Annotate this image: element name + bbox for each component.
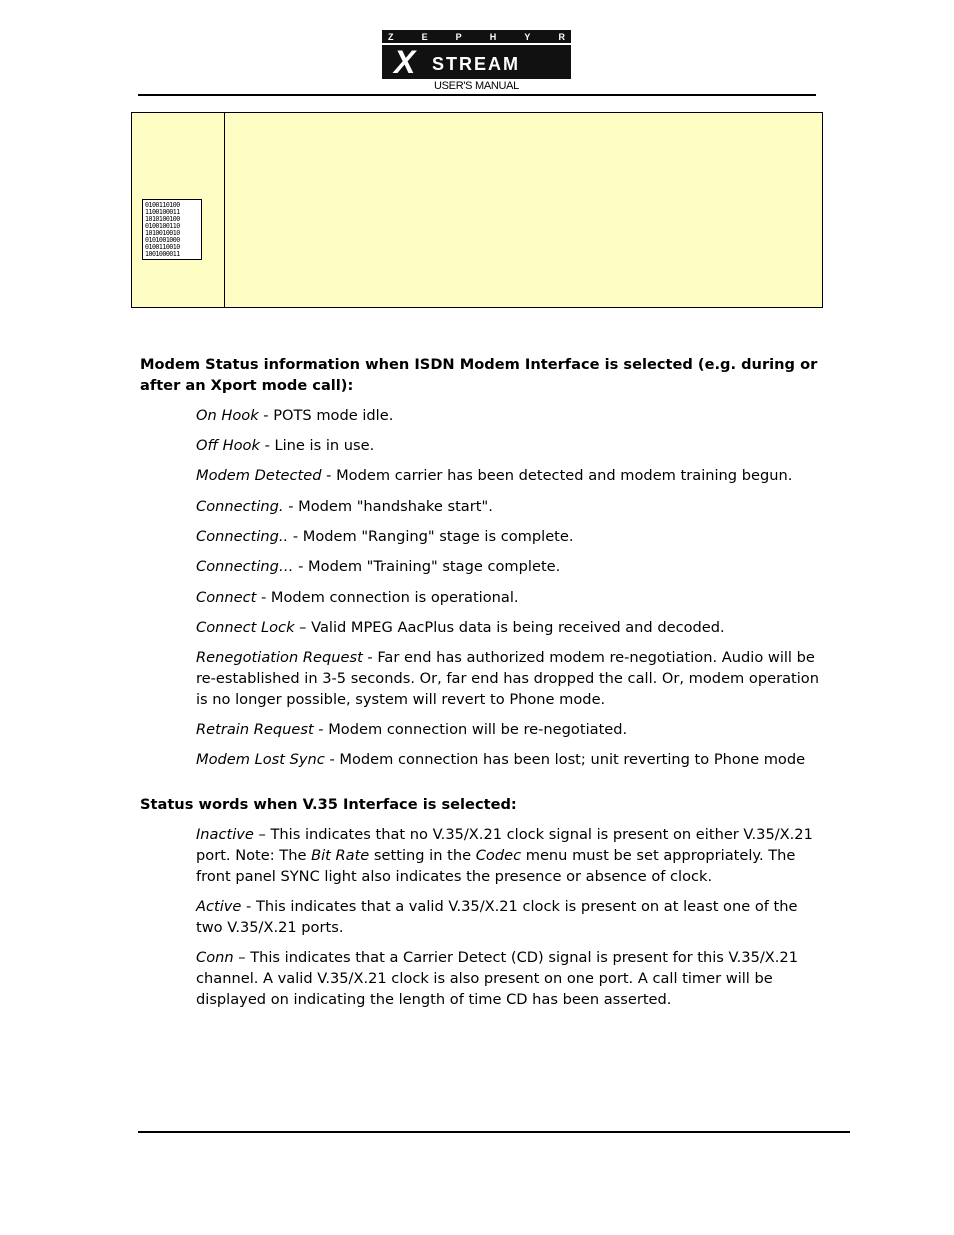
binary-data-icon: 0100110100 1100100011 1010100100 0100100110 1010010010 0101001000 0100110010 1001000011 bbox=[142, 199, 202, 260]
section-heading-modem-status: Modem Status information when ISDN Modem Interface is selected (e.g. during or after an Xport mode call): bbox=[140, 356, 818, 394]
header-rule bbox=[138, 94, 816, 96]
status-item-active: Active - This indicates that a valid V.35/X.21 clock is present on at least one of the two V.35/X.21 ports. bbox=[196, 898, 798, 936]
logo-stream: STREAM bbox=[432, 54, 520, 74]
status-item-renegotiation-request: Renegotiation Request - Far end has authorized modem re-negotiation. Audio will be re-established in 3-5 seconds. Or, far end has dropped the call. Or, modem operation is no longer possible, system will revert to Phone mode. bbox=[196, 649, 819, 708]
footer-rule bbox=[138, 1131, 850, 1133]
status-item-off-hook: Off Hook - Line is in use. bbox=[196, 437, 375, 454]
status-item-connecting-2: Connecting.. - Modem "Ranging" stage is complete. bbox=[196, 528, 574, 545]
logo-x: X bbox=[394, 44, 415, 80]
status-item-connecting-3: Connecting… - Modem "Training" stage complete. bbox=[196, 558, 561, 575]
status-item-retrain-request: Retrain Request - Modem connection will be re-negotiated. bbox=[196, 721, 628, 738]
status-item-modem-detected: Modem Detected - Modem carrier has been detected and modem training begun. bbox=[196, 467, 793, 484]
zephyr-xstream-logo bbox=[382, 30, 571, 79]
status-item-on-hook: On Hook - POTS mode idle. bbox=[196, 407, 394, 424]
manual-subtitle: USER'S MANUAL bbox=[434, 80, 519, 92]
status-item-inactive: Inactive – This indicates that no V.35/X.21 clock signal is present on either V.35/X.21 port. Note: The Bit Rate setting in the Codec menu must be set appropriately. The front panel SYNC light also indicates the presence or absence of clock. bbox=[196, 826, 813, 885]
status-item-conn: Conn – This indicates that a Carrier Detect (CD) signal is present for this V.35/X.21 channel. A valid V.35/X.21 clock is also present on one port. A call timer will be displayed on indicating the length of time CD has been asserted. bbox=[196, 949, 798, 1008]
note-box bbox=[131, 112, 823, 308]
logo-brand-letters: Z E P H Y R bbox=[388, 32, 565, 42]
section-heading-v35-status: Status words when V.35 Interface is selected: bbox=[140, 796, 517, 813]
status-item-connect: Connect - Modem connection is operational. bbox=[196, 589, 519, 606]
status-item-connecting-1: Connecting. - Modem "handshake start". bbox=[196, 498, 493, 515]
status-item-connect-lock: Connect Lock – Valid MPEG AacPlus data is being received and decoded. bbox=[196, 619, 725, 636]
status-item-modem-lost-sync: Modem Lost Sync - Modem connection has been lost; unit reverting to Phone mode bbox=[196, 751, 806, 768]
